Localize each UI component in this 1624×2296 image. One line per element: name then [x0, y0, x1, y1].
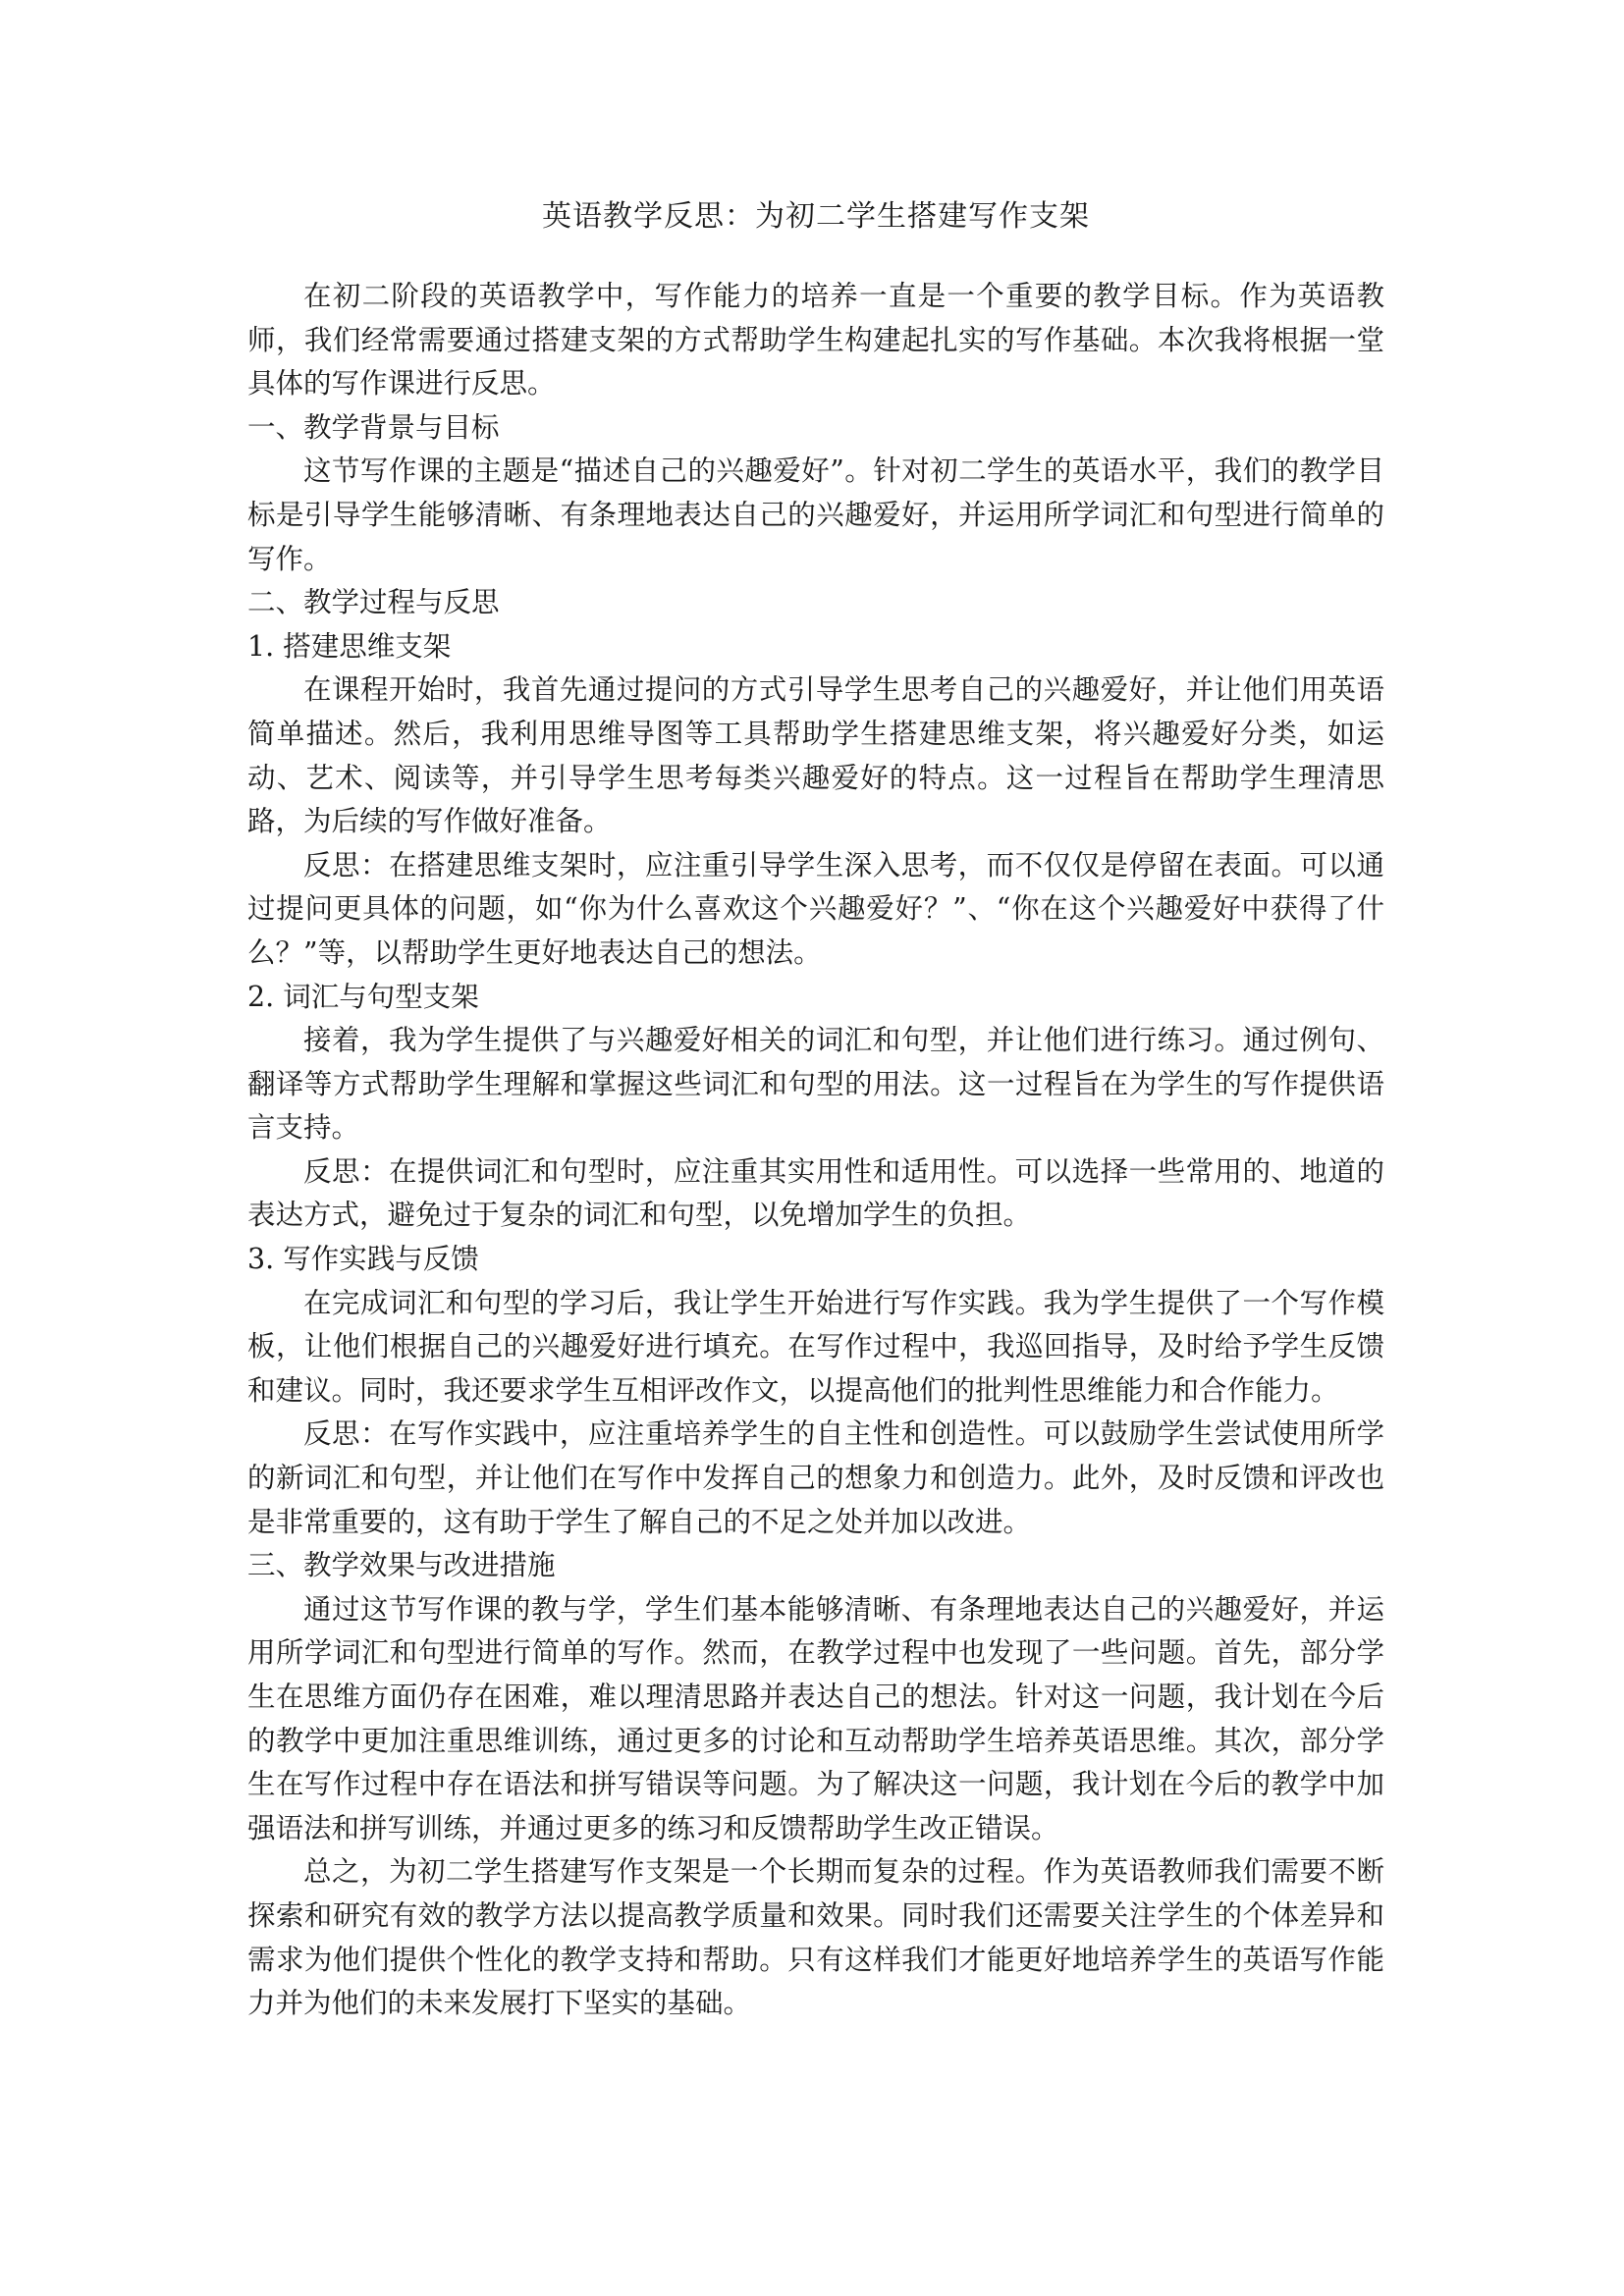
- writing-practice-paragraph: 在完成词汇和句型的学习后，我让学生开始进行写作实践。我为学生提供了一个写作模板，让他们根据自己的兴趣爱好进行填充。在写作过程中，我巡回指导，及时给予学生反馈和建议。同时，我还要求学生互相评改作文，以提高他们的批判性思维能力和合作能力。: [247, 1286, 1384, 1407]
- section-heading-results: 三、教学效果与改进措施: [247, 1549, 556, 1582]
- document-page: [247, 194, 1384, 2026]
- intro-paragraph: 在初二阶段的英语教学中，写作能力的培养一直是一个重要的教学目标。作为英语教师，我们经常需要通过搭建支架的方式帮助学生构建起扎实的写作基础。本次我将根据一堂具体的写作课进行反思。: [247, 280, 1384, 400]
- vocabulary-scaffold-reflection: 反思：在提供词汇和句型时，应注重其实用性和适用性。可以选择一些常用的、地道的表达方式，避免过于复杂的词汇和句型，以免增加学生的负担。: [247, 1154, 1384, 1232]
- thinking-scaffold-reflection: 反思：在搭建思维支架时，应注重引导学生深入思考，而不仅仅是停留在表面。可以通过提问更具体的问题，如“你为什么喜欢这个兴趣爱好？”、“你在这个兴趣爱好中获得了什么？”等，以帮助学生更好地表达自己的想法。: [247, 848, 1384, 969]
- writing-practice-reflection: 反思：在写作实践中，应注重培养学生的自主性和创造性。可以鼓励学生尝试使用所学的新词汇和句型，并让他们在写作中发挥自己的想象力和创造力。此外，及时反馈和评改也是非常重要的，这有助于学生了解自己的不足之处并加以改进。: [247, 1417, 1384, 1538]
- subheading-thinking-scaffold: 1. 搭建思维支架: [247, 629, 452, 663]
- section-heading-process: 二、教学过程与反思: [247, 586, 500, 619]
- vocabulary-scaffold-paragraph: 接着，我为学生提供了与兴趣爱好相关的词汇和句型，并让他们进行练习。通过例句、翻译等方式帮助学生理解和掌握这些词汇和句型的用法。这一过程旨在为学生的写作提供语言支持。: [247, 1024, 1384, 1145]
- background-paragraph: 这节写作课的主题是“描述自己的兴趣爱好”。针对初二学生的英语水平，我们的教学目标是引导学生能够清晰、有条理地表达自己的兴趣爱好，并运用所学词汇和句型进行简单的写作。: [247, 454, 1384, 575]
- results-paragraph: 通过这节写作课的教与学，学生们基本能够清晰、有条理地表达自己的兴趣爱好，并运用所学词汇和句型进行简单的写作。然而，在教学过程中也发现了一些问题。首先，部分学生在思维方面仍存在困难，难以理清思路并表达自己的想法。针对这一问题，我计划在今后的教学中更加注重思维训练，通过更多的讨论和互动帮助学生培养英语思维。其次，部分学生在写作过程中存在语法和拼写错误等问题。为了解决这一问题，我计划在今后的教学中加强语法和拼写训练，并通过更多的练习和反馈帮助学生改正错误。: [247, 1592, 1384, 1844]
- subheading-writing-practice: 3. 写作实践与反馈: [247, 1243, 479, 1276]
- document-title: 英语教学反思：为初二学生搭建写作支架: [542, 199, 1090, 234]
- thinking-scaffold-paragraph: 在课程开始时，我首先通过提问的方式引导学生思考自己的兴趣爱好，并让他们用英语简单描述。然后，我利用思维导图等工具帮助学生搭建思维支架，将兴趣爱好分类，如运动、艺术、阅读等，并引导学生思考每类兴趣爱好的特点。这一过程旨在帮助学生理清思路，为后续的写作做好准备。: [247, 673, 1384, 838]
- subheading-vocabulary-scaffold: 2. 词汇与句型支架: [247, 980, 479, 1013]
- section-heading-background: 一、教学背景与目标: [247, 410, 500, 444]
- conclusion-paragraph: 总之，为初二学生搭建写作支架是一个长期而复杂的过程。作为英语教师我们需要不断探索和研究有效的教学方法以提高教学质量和效果。同时我们还需要关注学生的个体差异和需求为他们提供个性化的教学支持和帮助。只有这样我们才能更好地培养学生的英语写作能力并为他们的未来发展打下坚实的基础。: [247, 1855, 1384, 2020]
